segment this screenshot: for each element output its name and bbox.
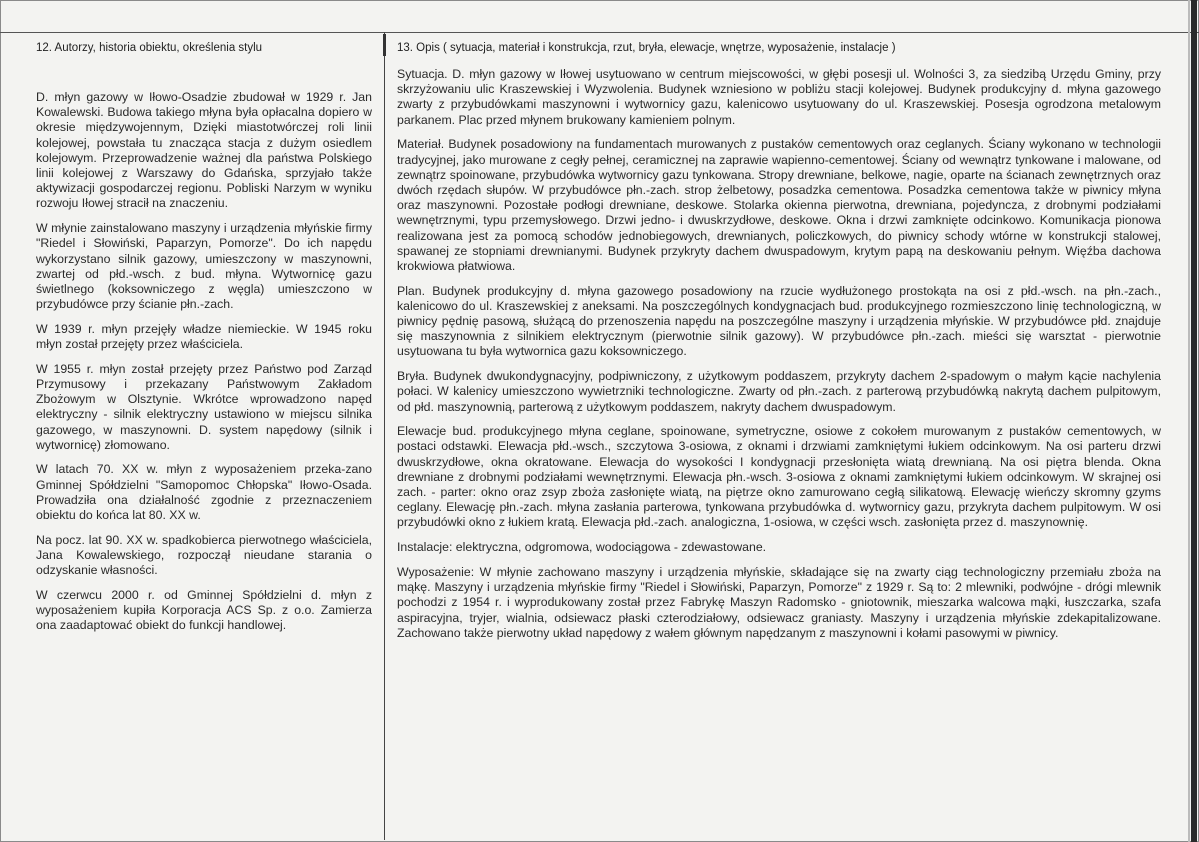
paragraph: Na pocz. lat 90. XX w. spadkobierca pierwotnego właściciela, Jana Kowalewskiego, rozpoczął nieudane starania o odzyskanie własności. xyxy=(36,532,372,578)
paragraph: Wyposażenie: W młynie zachowano maszyny i urządzenia młyńskie, składające się na zwarty ciąg technologiczny przemiału zboża na mąkę. Maszyny i urządzenia młyńskie firmy "Riedel i Słowiński, Paparzyn, Pomorze" z 1929 r. Są to: 2 mlewniki, podwójne - drógi mlewnik pochodzi z 1954 r. i wyprodukowany został przez Fabrykę Maszyn Radomsko - gniotownik, mieszarka walcowa mąki, łuszczarka, szafa aspiracyjna, tryjer, wialnia, odsiewacz płaski czterodziałowy, odsiewacz graniasty. Maszyny i urządzenia młyńskie zdekapitalizowane. Zachowano także pierwotny układ napędowy z wałem głównym napędzanym z maszynowni i kołami pasowymi w piwnicy. xyxy=(397,564,1161,640)
paragraph: W latach 70. XX w. młyn z wyposażeniem przeka-zano Gminnej Spółdzielni "Samopomoc Chłopska" Iłowo-Osada. Prowadziła ona działalność zgodnie z przeznaczeniem obiektu do końca lat 80. XX w. xyxy=(36,462,372,523)
paragraph: Sytuacja. D. młyn gazowy w Iłowej usytuowano w centrum miejscowości, w głębi posesji ul. Wolności 3, za siedzibą Urzędu Gminy, przy skrzyżowaniu ulic Kraszewskiej i Wyzwolenia. Budynek wzniesiono w pobliżu stacji kolejowej. Budynek produkcyjny d. młyna gazowego zwarty z przybudówkami maszynowni i wytwornicy gazu, kalenicowo usytuowany do ul. Kraszewskiej. Posesja ogrodzona metalowym parkanem. Plac przed młynem brukowany kamieniem polnym. xyxy=(397,67,1161,127)
scan-edge xyxy=(1191,0,1197,842)
paragraph: W czerwcu 2000 r. od Gminnej Spółdzielni d. młyn z wyposażeniem kupiła Korporacja ACS Sp. z o.o. Zamierza ona zaadaptować obiekt do funkcji handlowej. xyxy=(36,587,372,633)
section-13-heading: 13. Opis ( sytuacja, materiał i konstrukcja, rzut, bryła, elewacje, wnętrze, wyposażenie, instalacje ) xyxy=(397,42,896,54)
paragraph: Bryła. Budynek dwukondygnacyjny, podpiwniczony, z użytkowym poddaszem, przykryty dachem 2-spadowym o małym kącie nachylenia połaci. W kalenicy umieszczono wywietrzniki technologiczne. Zwarty od płn.-zach. z parterową przybudówką nakrytą dachem pulpitowym, od płd. maszynownią, parterową z użytkowym poddaszem, nakryty dachem dwuspadowym. xyxy=(397,369,1161,414)
paragraph: W 1939 r. młyn przejęły władze niemieckie. W 1945 roku młyn został przejęty przez właściciela. xyxy=(36,321,372,352)
paragraph: Materiał. Budynek posadowiony na fundamentach murowanych z pustaków cementowych oraz ceglanych. Ściany wykonano w technologii tradycyjnej, jako murowane z cegły pełnej, ceramicznej na zaprawie wapienno-cementowej. Ściany od wewnątrz tynkowane i malowane, od zewnątrz spoinowane, przybudówka wytwornicy gazu tynkowana. Stropy drewniane, belkowe, nagie, oparte na ścianach zewnętrznych oraz dwóch rzędach słupów. W przybudówce płn.-zach. strop żelbetowy, posadzka cementowa. Posadzka cementowa także w piwnicy młyna oraz maszynowni. Pozostałe podłogi drewniane, deskowe. Stolarka okienna pierwotna, drewniana, pojedyncza, z drobnymi podziałami wewnętrznymi, typu przemysłowego. Drzwi jedno- i dwuskrzydłowe, deskowe. Okna i drzwi zamknięte odcinkowo. Komunikacja pionowa realizowana jest za pomocą schodów jednobiegowych, drewnianych, policzkowych, do piwnicy schody wtórne w konstrukcji stalowej, spawanej ze stopniami drewnianymi. Budynek przykryty dachem dwuspadowym, krytym papą na deskowaniu pełnym. Więźba dachowa krokwiowa płatwiowa. xyxy=(397,137,1161,273)
paragraph: W 1955 r. młyn został przejęty przez Państwo pod Zarząd Przymusowy i przekazany Państwowym Zakładom Zbożowym w Olsztynie. Wkrótce wprowadzono napęd elektryczny - silnik elektryczny ustawiono w miejscu silnika gazowego, w maszynowni. D. system napędowy (silnik i wytwornicę) złomowano. xyxy=(36,361,372,452)
section-12-body xyxy=(36,90,372,643)
section-13-body xyxy=(397,67,1161,650)
top-rule xyxy=(0,32,1199,33)
column-divider xyxy=(384,32,385,840)
paragraph: Plan. Budynek produkcyjny d. młyna gazowego posadowiony na rzucie wydłużonego prostokąta na osi z płd.-wsch. na płn.-zach., kalenicowo do ul. Kraszewskiej z aneksami. Na poszczególnych kondygnacjach bud. produkcyjnego rozmieszczono linię technologiczną, w piwnicy pędnię pasową, służącą do przenoszenia napędu na poszczególne maszyny i urządzenia młyńskie. W przybudówce płd. znajduje się maszynownia z silnikiem elektrycznym (pierwotnie silnik gazowy). W przybudówce płn.-zach. mieści się warsztat - pierwotnie usytuowana tu była wytwornica gazu koksowniczego. xyxy=(397,283,1161,359)
divider-tick xyxy=(383,34,386,56)
paragraph: D. młyn gazowy w Iłowo-Osadzie zbudował w 1929 r. Jan Kowalewski. Budowa takiego młyna była opłacalna dopiero w okresie międzywojennym, Dzięki miastotwórczej roli linii kolejowej, powstała tu znacząca stacja z dużym osiedlem kolejowym. Przeprowadzenie ważnej dla państwa Polskiego linii kolejowej z Warszawy do Gdańska, sprzyjało także aktywizacji gospodarczej regionu. Pobliski Narzym w wyniku rozwoju Iłowej stracił na znaczeniu. xyxy=(36,90,372,211)
paragraph: Elewacje bud. produkcyjnego młyna ceglane, spoinowane, symetryczne, osiowe z cokołem murowanym z pustaków cementowych, w postaci odstawki. Elewacja płd.-wsch., szczytowa 3-osiowa, z oknami i drzwiami zamkniętymi łukiem odcinkowym. Na osi parteru drzwi dwuskrzydłowe, okna okratowane. Elewacja do wysokości I kondygnacji przesłonięta wiatą drewnianą. Na osi piętra blenda. Okna drewniane z drobnymi podziałami wewnętrznymi. Elewacja płn.-wsch. 3-osiowa z oknami zamkniętymi łukiem odcinkowym. W skrajnej osi zach. - parter: okno oraz zsyp zboża zasłonięte wiatą, na piętrze okno zamurowano cegłą silikatową. Elewację wieńczy skromny gzyms ceglany. Elewację płn.-zach. młyna zasłania parterowa, tynkowana przybudówka d. wytwornicy gazu, przykryta dachem pulpitowym. W osi przybudówki okno z łukiem kratą. Elewacja płd.-zach. analogiczna, 1-osiowa, w części wsch. zasłonięta przez d. maszynownię. xyxy=(397,424,1161,530)
paragraph: Instalacje: elektryczna, odgromowa, wodociągowa - zdewastowane. xyxy=(397,540,767,555)
section-12-heading: 12. Autorzy, historia obiektu, określenia stylu xyxy=(36,42,263,54)
paragraph: W młynie zainstalowano maszyny i urządzenia młyńskie firmy "Riedel i Słowiński, Paparzyn, Pomorze". Do ich napędu wykorzystano silnik gazowy, umieszczony w maszynowni, zwartej od płd.-wsch. z bud. młyna. Wytwornicę gazu świetlnego (koksowniczego z węgla) umieszczono w przybudówce przy ścianie płn.-zach. xyxy=(36,221,372,312)
